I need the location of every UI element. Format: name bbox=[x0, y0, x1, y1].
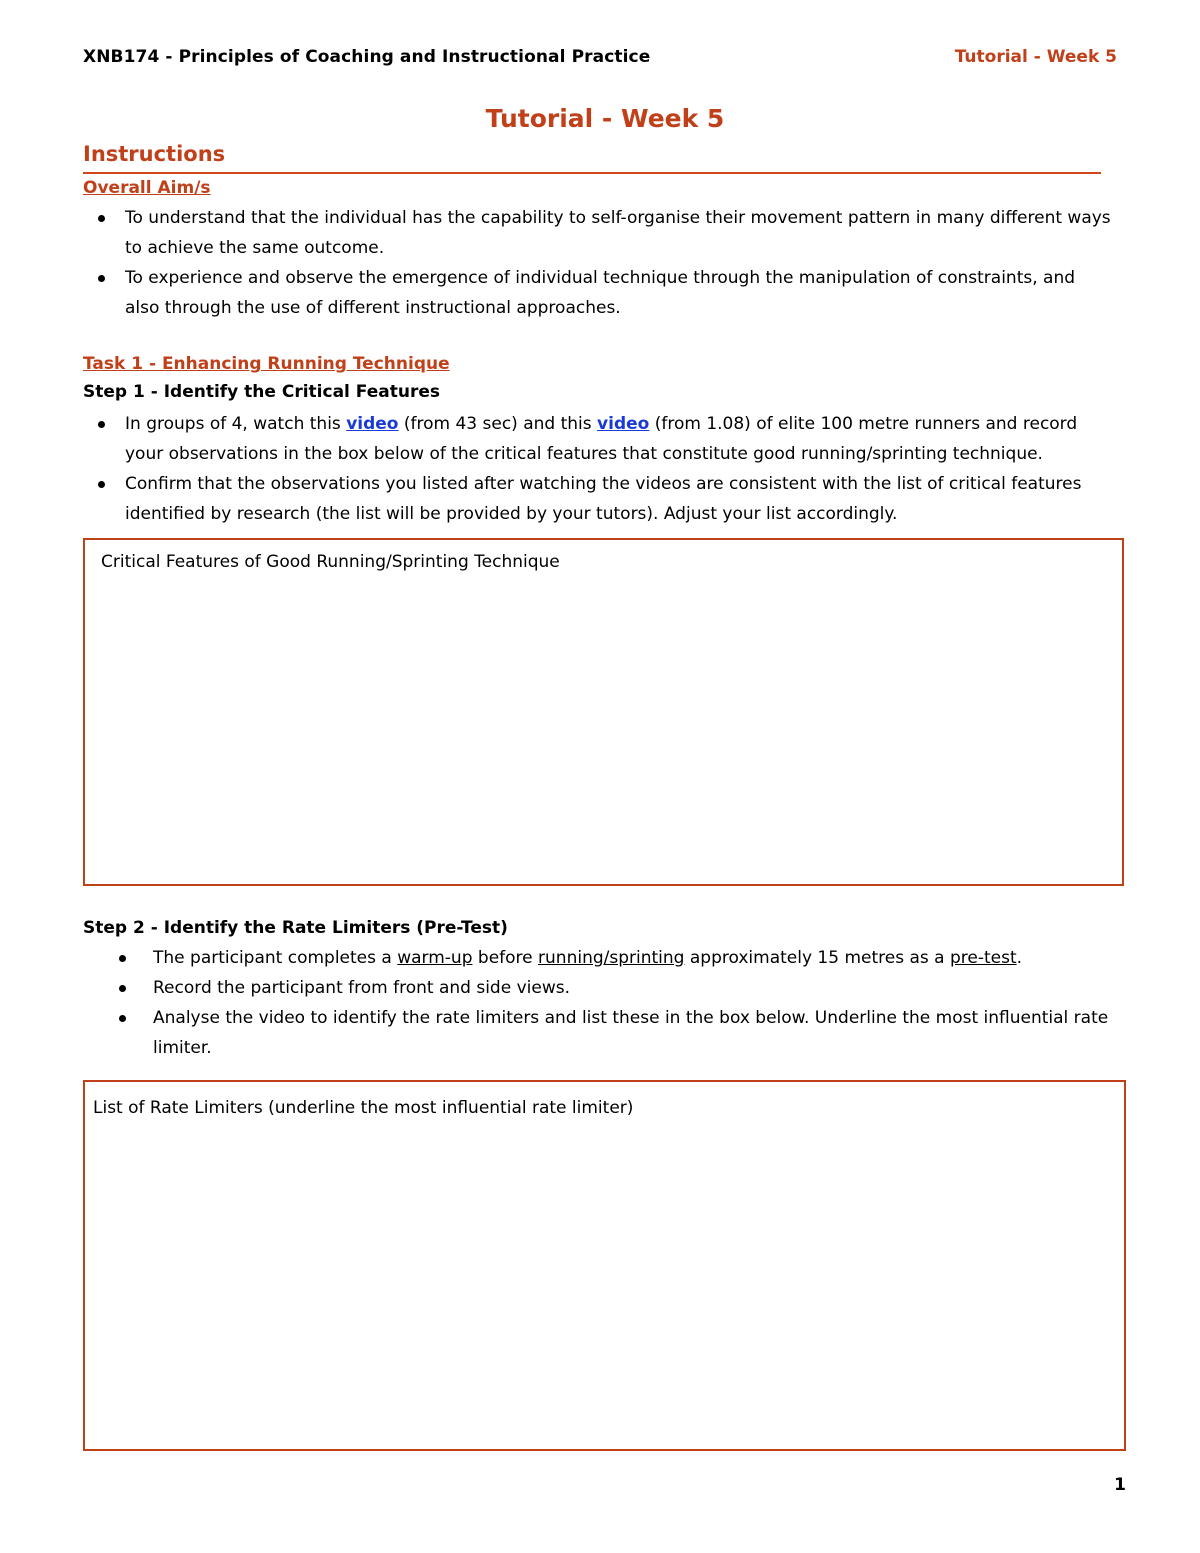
heading-divider bbox=[83, 172, 1101, 174]
underlined-term: running/sprinting bbox=[538, 948, 685, 968]
overall-aims-heading: Overall Aim/s bbox=[83, 178, 211, 198]
bullet-icon bbox=[98, 275, 105, 282]
list-item bbox=[83, 263, 1113, 323]
bullet-text: Analyse the video to identify the rate limiters and list these in the box below. Underline the most influential rate limiter. bbox=[153, 1008, 1109, 1058]
step2-list bbox=[83, 943, 1118, 1063]
rate-limiters-label: List of Rate Limiters (underline the most influential rate limiter) bbox=[93, 1098, 634, 1118]
video-link-1[interactable]: video bbox=[346, 414, 399, 434]
list-item bbox=[83, 469, 1118, 529]
bullet-text: Confirm that the observations you listed after watching the videos are consistent with the list of critical features identified by research (the list will be provided by your tutors). Adjust your list accordingly. bbox=[125, 474, 1082, 524]
page-number: 1 bbox=[1114, 1475, 1126, 1495]
underlined-term: pre-test bbox=[949, 948, 1017, 968]
underlined-term: warm-up bbox=[397, 948, 473, 968]
list-item bbox=[83, 1003, 1118, 1063]
bullet-icon bbox=[98, 215, 105, 222]
critical-features-box[interactable] bbox=[83, 538, 1124, 886]
bullet-icon bbox=[119, 985, 126, 992]
bullet-text: Record the participant from front and side views. bbox=[153, 978, 570, 998]
header-tutorial-label: Tutorial - Week 5 bbox=[954, 47, 1117, 67]
bullet-text: In groups of 4, watch this bbox=[125, 414, 347, 434]
rate-limiters-box[interactable] bbox=[83, 1080, 1126, 1451]
instructions-heading: Instructions bbox=[83, 142, 226, 166]
header-course-title: XNB174 - Principles of Coaching and Instructional Practice bbox=[83, 47, 651, 67]
bullet-icon bbox=[119, 1015, 126, 1022]
overall-aims-list bbox=[83, 203, 1113, 323]
step2-heading: Step 2 - Identify the Rate Limiters (Pre-Test) bbox=[83, 918, 508, 938]
step1-heading: Step 1 - Identify the Critical Features bbox=[83, 382, 440, 402]
bullet-text: (from 43 sec) and this bbox=[398, 414, 598, 434]
bullet-icon bbox=[98, 421, 105, 428]
step1-list bbox=[83, 409, 1118, 529]
bullet-icon bbox=[98, 481, 105, 488]
task1-heading: Task 1 - Enhancing Running Technique bbox=[83, 354, 450, 374]
list-item bbox=[83, 203, 1113, 263]
video-link-2[interactable]: video bbox=[597, 414, 650, 434]
aim-text: To understand that the individual has the capability to self-organise their movement pattern in many different ways to achieve the same outcome. bbox=[125, 208, 1111, 258]
bullet-text: before bbox=[472, 948, 539, 968]
list-item bbox=[83, 943, 1118, 973]
bullet-text: approximately 15 metres as a bbox=[684, 948, 950, 968]
bullet-text: The participant completes a bbox=[153, 948, 398, 968]
list-item bbox=[83, 973, 1118, 1003]
aim-text: To experience and observe the emergence of individual technique through the manipulation of constraints, and also through the use of different instructional approaches. bbox=[125, 268, 1076, 318]
document-title: Tutorial - Week 5 bbox=[485, 104, 725, 133]
list-item bbox=[83, 409, 1118, 469]
bullet-icon bbox=[119, 955, 126, 962]
critical-features-label: Critical Features of Good Running/Sprinting Technique bbox=[101, 552, 560, 572]
bullet-text: . bbox=[1016, 948, 1023, 968]
bullet-text: (from 1.08) of elite 100 metre runners and record your observations in the box below of the critical features that constitute good running/sprinting technique. bbox=[125, 414, 1078, 464]
